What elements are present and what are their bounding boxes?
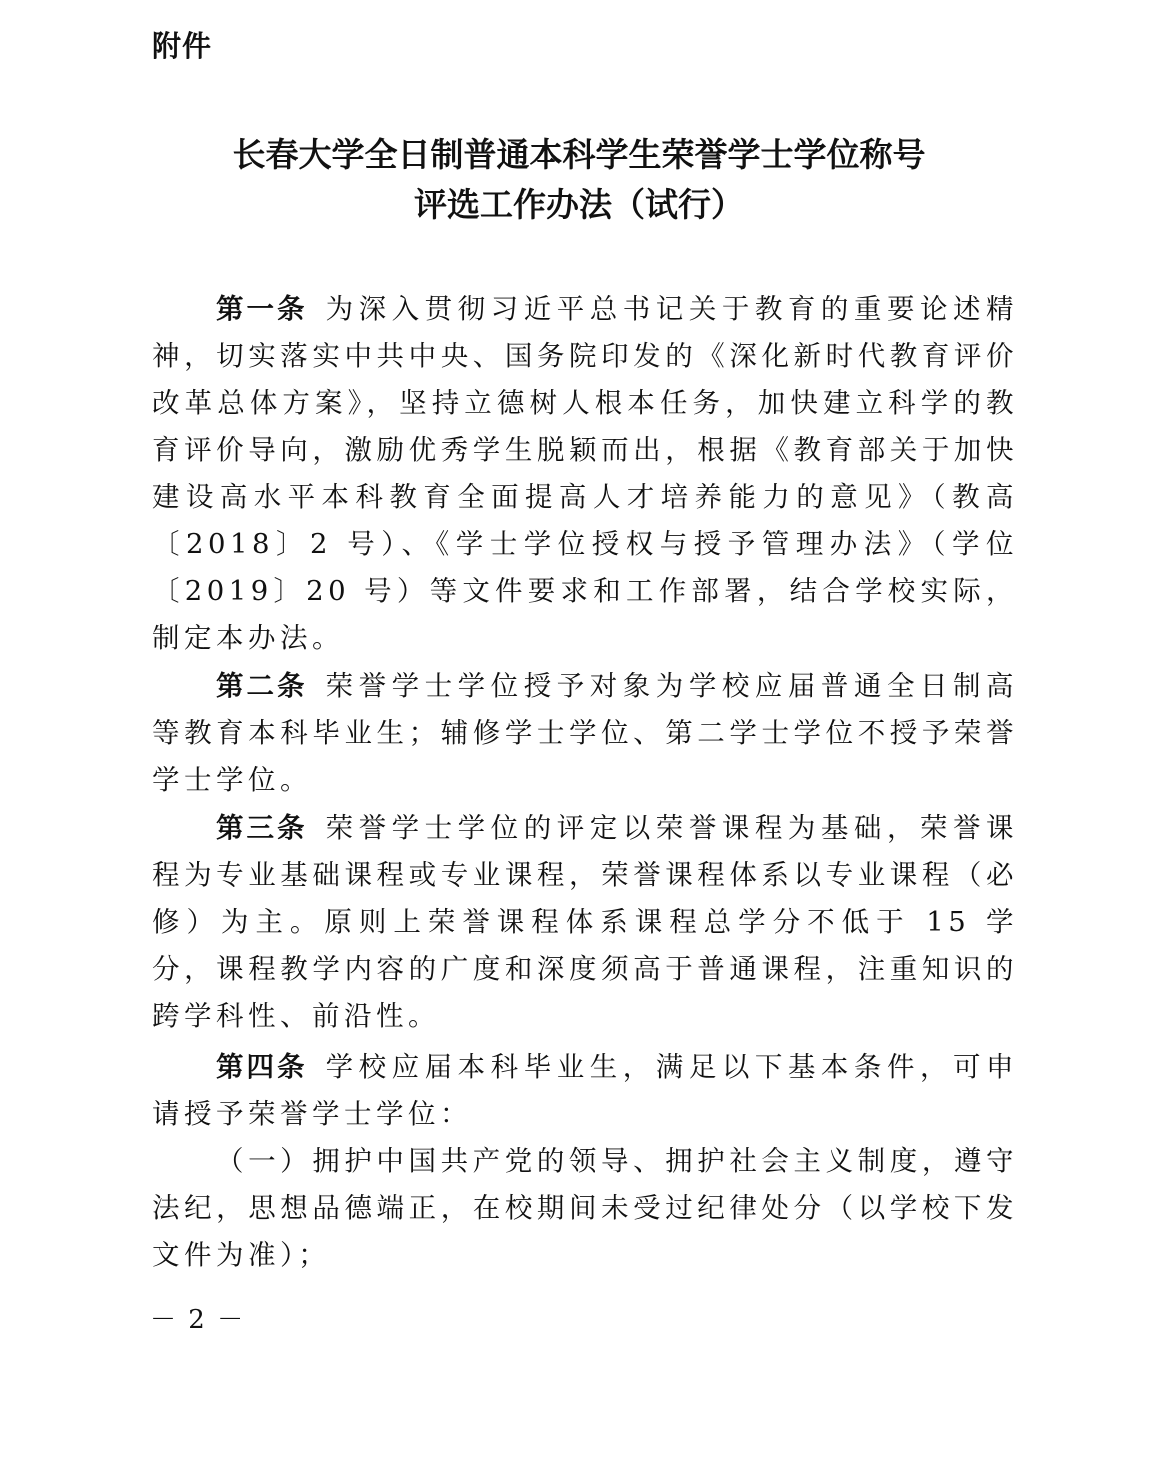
article-4 xyxy=(152,1044,1018,1138)
article-text: 荣誉学士学位的评定以荣誉课程为基础，荣誉课程为专业基础课程或专业课程，荣誉课程体系以专业课程（必修）为主。原则上荣誉课程体系课程总学分不低于 15 学分，课程教学内容的广度和深度须高于普通课程，注重知识的跨学科性、前沿性。 xyxy=(152,812,1019,1032)
article-3 xyxy=(152,805,1018,1040)
list-item-text: （一）拥护中国共产党的领导、拥护社会主义制度，遵守法纪，思想品德端正，在校期间未受过纪律处分（以学校下发文件为准）； xyxy=(152,1145,1018,1271)
article-number: 第三条 xyxy=(216,812,308,844)
attachment-label: 附件 xyxy=(152,29,213,63)
list-item xyxy=(152,1138,1018,1279)
title-line-2: 评选工作办法（试行） xyxy=(414,185,744,224)
article-number: 第四条 xyxy=(216,1051,308,1083)
article-number: 第一条 xyxy=(216,293,308,325)
page-number: － 2 － xyxy=(150,1305,246,1335)
title-line-1: 长春大学全日制普通本科学生荣誉学士学位称号 xyxy=(232,135,926,174)
article-text: 学校应届本科毕业生，满足以下基本条件，可申请授予荣誉学士学位： xyxy=(152,1051,1019,1130)
article-number: 第二条 xyxy=(216,670,308,702)
article-text: 荣誉学士学位授予对象为学校应届普通全日制高等教育本科毕业生；辅修学士学位、第二学士学位不授予荣誉学士学位。 xyxy=(152,670,1019,796)
document-title xyxy=(0,130,1158,230)
article-1 xyxy=(152,286,1018,662)
article-text: 为深入贯彻习近平总书记关于教育的重要论述精神，切实落实中共中央、国务院印发的《深化新时代教育评价改革总体方案》，坚持立德树人根本任务，加快建立科学的教育评价导向，激励优秀学生脱颖而出，根据《教育部关于加快建设高水平本科教育全面提高人才培养能力的意见》（教高〔2018〕2 号）、《学士学位授权与授予管理办法》（学位〔2019〕20 号）等文件要求和工作部署，结合学校实际，制定本办法。 xyxy=(152,293,1019,654)
article-2 xyxy=(152,663,1018,804)
document-body xyxy=(152,286,1018,1279)
